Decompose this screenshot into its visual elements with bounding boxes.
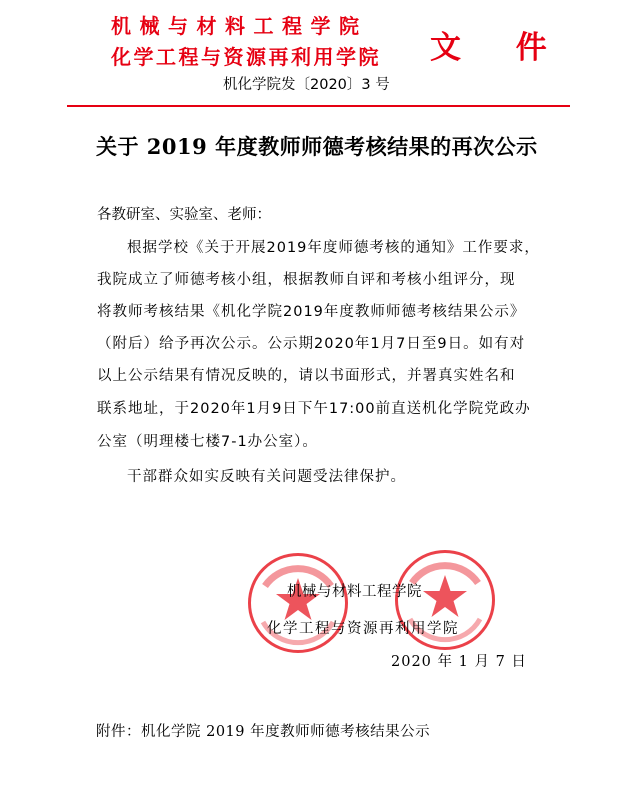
body-line: 将教师考核结果《机化学院2019年度教师师德考核结果公示》 [97,304,526,320]
signature-org-1: 机械与材料工程学院 [287,584,422,600]
body-line: 联系地址，于2020年1月9日下午17:00前直送机化学院党政办 [97,401,531,417]
body-line: 我院成立了师德考核小组，根据教师自评和考核小组评分，现 [97,272,516,288]
header-org-line-2: 化学工程与资源再利用学院 [111,45,381,69]
body-line: 干部群众如实反映有关问题受法律保护。 [127,469,406,485]
body-line: 根据学校《关于开展2019年度师德考核的通知》工作要求， [127,240,540,256]
body-line: （附后）给予再次公示。公示期2020年1月7日至9日。如有对 [97,336,526,352]
body-line: 公室（明理楼七楼7-1办公室）。 [97,434,318,450]
document-word: 文 件 [430,30,569,66]
official-seal-1 [248,553,348,653]
header-org-line-1: 机械与材料工程学院 [111,14,368,38]
page-title: 关于 2019 年度教师师德考核结果的再次公示 [96,134,538,159]
star-icon [423,575,467,617]
document-number: 机化学院发〔2020〕3 号 [223,77,390,93]
body-line: 以上公示结果有情况反映的，请以书面形式，并署真实姓名和 [97,368,516,384]
signature-org-2: 化学工程与资源再利用学院 [267,621,459,637]
signature-date: 2020 年 1 月 7 日 [391,654,527,670]
header-divider [67,105,570,107]
salutation: 各教研室、实验室、老师： [97,207,271,223]
attachment-note: 附件：机化学院 2019 年度教师师德考核结果公示 [96,724,431,740]
